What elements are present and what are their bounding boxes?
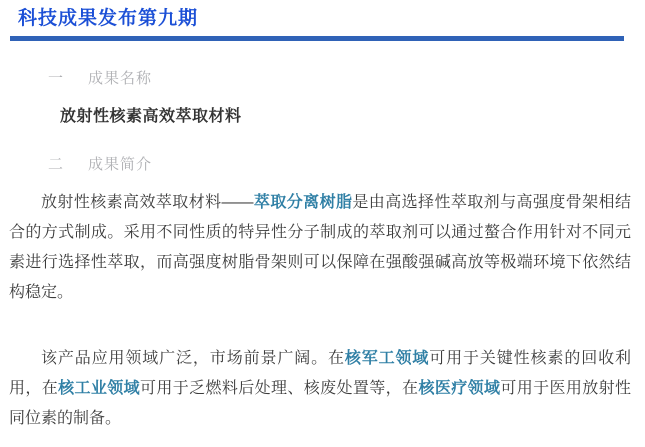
- title-divider-rule: [10, 36, 624, 41]
- para1-text-before-term: 放射性核素高效萃取材料——: [41, 194, 254, 211]
- intro-paragraph-1: [9, 188, 631, 308]
- section-one-number: 一: [48, 70, 65, 87]
- achievement-name: 放射性核素高效萃取材料: [60, 108, 242, 125]
- section-heading-intro: [48, 157, 645, 173]
- para2-term-nuclear-medical: 核医疗领域: [418, 380, 501, 397]
- section-heading-name: [48, 71, 645, 87]
- para1-term-extraction-resin: 萃取分离树脂: [253, 194, 353, 211]
- section-two-number: 二: [48, 156, 65, 173]
- para2-text-seg1: 该产品应用领域广泛，市场前景广阔。在: [41, 350, 345, 367]
- section-one-label: 成果名称: [88, 70, 153, 87]
- para1-text-after-term: 是由高选择性萃取剂与高强度骨架相结合的方式制成。采用不同性质的特异性分子制成的萃取剂可以通过螯合作用针对不同元素进行选择性萃取，而高强度树脂骨架则可以保障在强酸强碱高放等极端环境下依然结构稳定。: [9, 194, 631, 301]
- para2-term-nuclear-military: 核军工领域: [344, 350, 430, 367]
- page-title: 科技成果发布第九期: [18, 8, 199, 29]
- para2-text-seg2: 可用于关键性核素的回收利用，在: [9, 350, 631, 397]
- section-two-label: 成果简介: [88, 156, 153, 173]
- para2-term-nuclear-industry: 核工业领域: [58, 380, 141, 397]
- intro-paragraph-2: [9, 344, 631, 434]
- para2-text-seg4: 可用于医用放射性同位素的制备。: [9, 380, 631, 427]
- para2-text-seg3: 可用于乏燃料后处理、核废处置等，在: [140, 380, 419, 397]
